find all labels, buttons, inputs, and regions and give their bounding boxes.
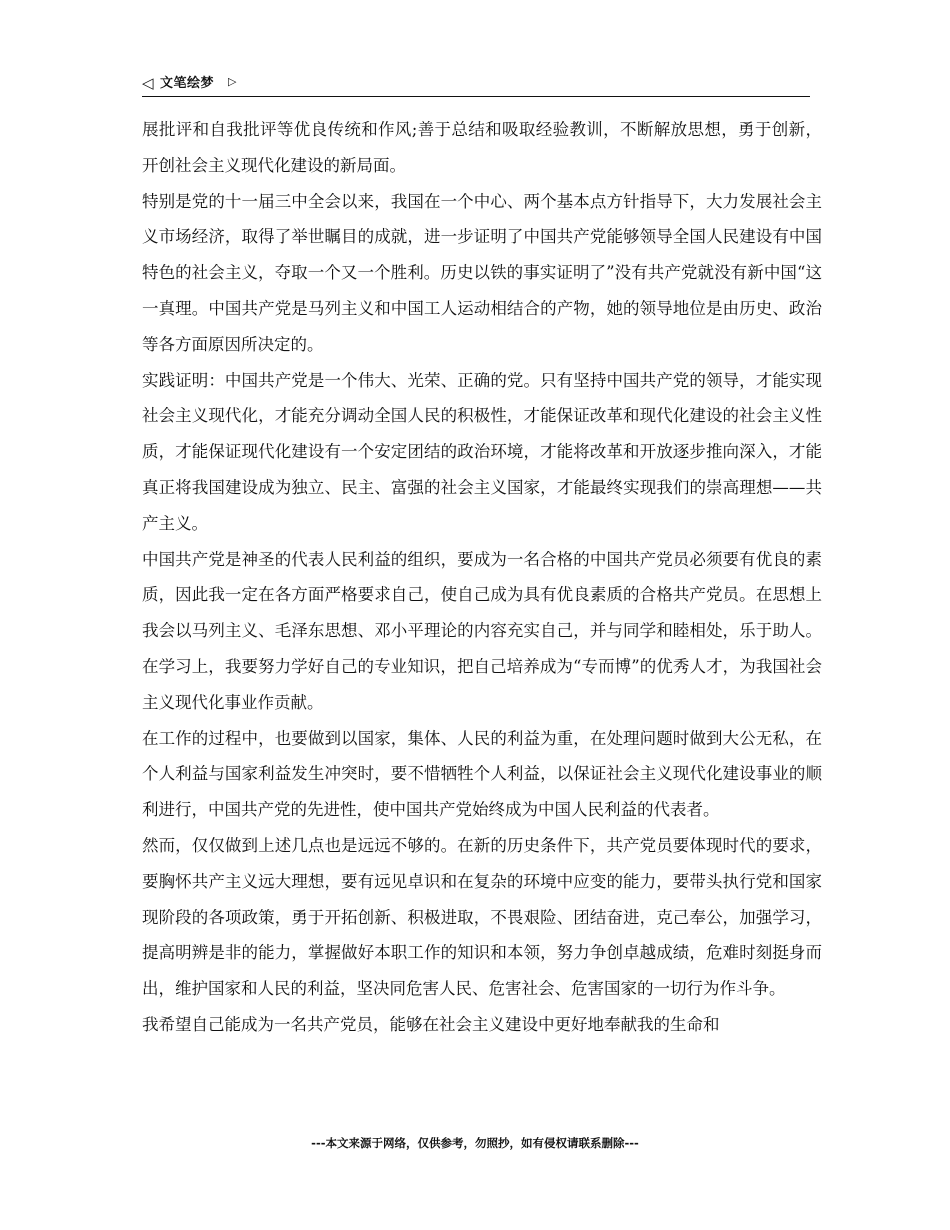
triangle-right-icon: ▷	[228, 75, 237, 88]
paragraph-2: 特别是党的十一届三中全会以来，我国在一个中心、两个基本点方针指导下，大力发展社会主义市场经济，取得了举世瞩目的成就，进一步证明了中国共产党能够领导全国人民建设有中国特色的社会主义，夺取一个又一个胜利。历史以铁的事实证明了”没有共产党就没有新中国“这一真理。中国共产党是马列主义和中国工人运动相结合的产物，她的领导地位是由历史、政治等各方面原因所决定的。	[142, 191, 822, 354]
footer-disclaimer: ---本文来源于网络，仅供参考，勿照抄，如有侵权请联系删除---	[311, 1136, 639, 1150]
paragraph-6: 然而，仅仅做到上述几点也是远远不够的。在新的历史条件下，共产党员要体现时代的要求，要胸怀共产主义远大理想，要有远见卓识和在复杂的环境中应变的能力，要带头执行党和国家现阶段的各项政策，勇于开拓创新、积极进取，不畏艰险、团结奋进，克己奉公，加强学习，提高明辨是非的能力，掌握做好本职工作的知识和本领，努力争创卓越成绩，危难时刻挺身而出，维护国家和人民的利益，坚决同危害人民、危害社会、危害国家的一切行为作斗争。	[142, 835, 822, 999]
triangle-left-icon: ◁	[142, 74, 154, 92]
paragraph-7: 我希望自己能成为一名共产党员，能够在社会主义建设中更好地奉献我的生命和	[142, 1014, 720, 1034]
page-header	[142, 72, 810, 97]
paragraph-3: 实践证明：中国共产党是一个伟大、光荣、正确的党。只有坚持中国共产党的领导，才能实现社会主义现代化，才能充分调动全国人民的积极性，才能保证改革和现代化建设的社会主义性质，才能保证现代化建设有一个安定团结的政治环境，才能将改革和开放逐步推向深入，才能真正将我国建设成为独立、民主、富强的社会主义国家，才能最终实现我们的崇高理想——共产主义。	[142, 370, 822, 533]
paragraph-5: 在工作的过程中，也要做到以国家，集体、人民的利益为重，在处理问题时做到大公无私，在个人利益与国家利益发生冲突时，要不惜牺牲个人利益，以保证社会主义现代化建设事业的顺利进行，中国共产党的先进性，使中国共产党始终成为中国人民利益的代表者。	[142, 728, 822, 820]
brand-name: 文笔绘梦	[160, 76, 215, 91]
paragraph-1: 展批评和自我批评等优良传统和作风;善于总结和吸取经验教训，不断解放思想，勇于创新，开创社会主义现代化建设的新局面。	[142, 120, 822, 175]
document-body	[142, 112, 822, 1043]
paragraph-4: 中国共产党是神圣的代表人民利益的组织，要成为一名合格的中国共产党员必须要有优良的素质，因此我一定在各方面严格要求自己，使自己成为具有优良素质的合格共产党员。在思想上我会以马列主义、毛泽东思想、邓小平理论的内容充实自己，并与同学和睦相处，乐于助人。在学习上，我要努力学好自己的专业知识，把自己培养成为“专而博”的优秀人才，为我国社会主义现代化事业作贡献。	[142, 549, 822, 712]
